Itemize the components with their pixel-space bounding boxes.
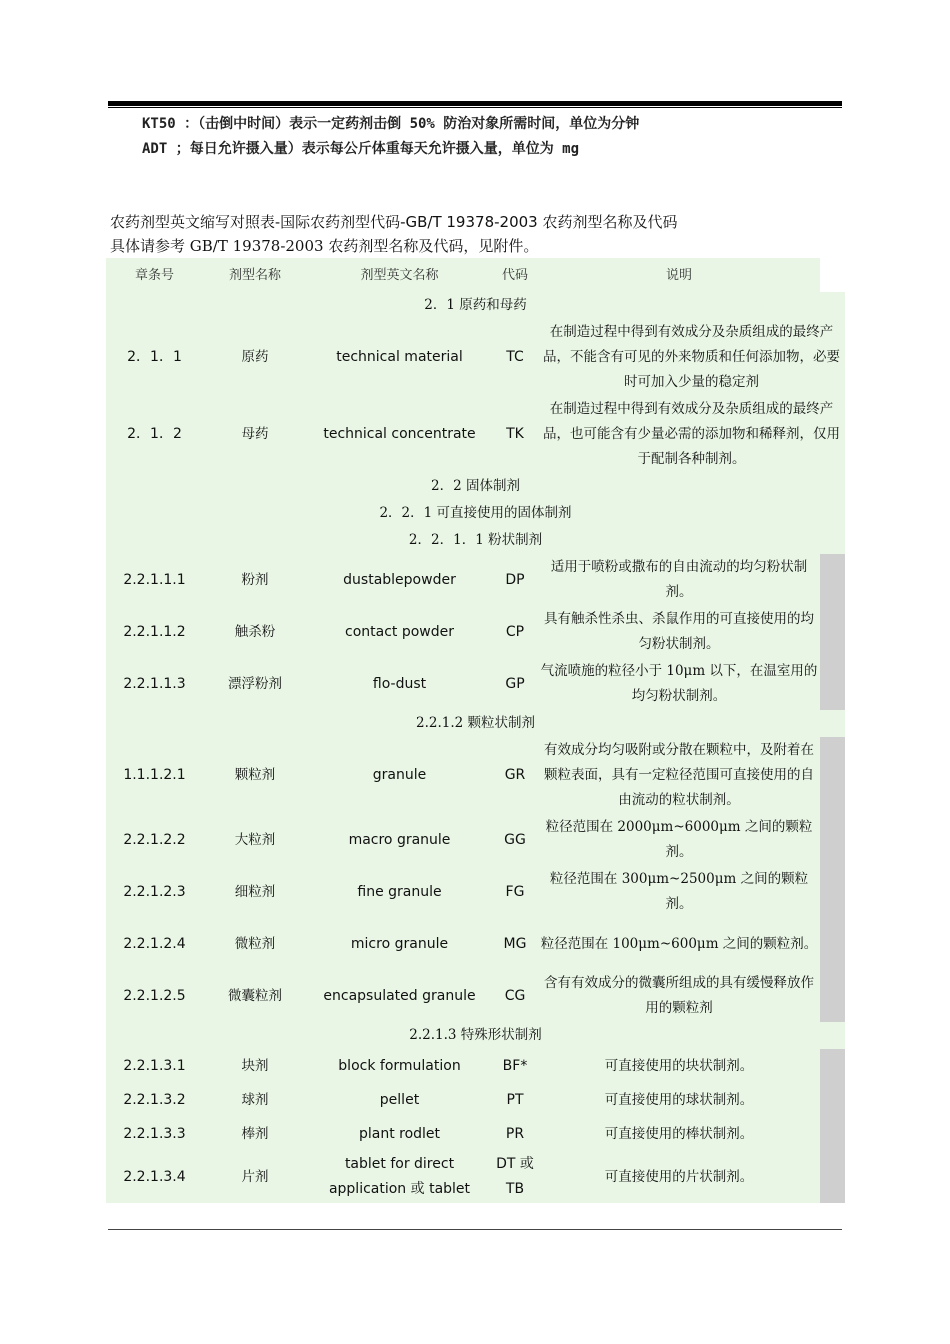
english-name: contact powder [307,606,492,658]
table-gutter [820,1117,845,1151]
header-code: 代码 [492,258,538,292]
formulation-code: CG [492,970,538,1022]
english-name: flo-dust [307,658,492,710]
english-name: granule [307,737,492,814]
table-row [106,396,845,473]
intro-line-2: 具体请参考 GB/T 19378-2003 农药剂型名称及代码，见附件。 [110,237,539,255]
formulation-table [106,258,845,1203]
formulation-code: GR [492,737,538,814]
table-gutter [820,866,845,918]
formulation-code: FG [492,866,538,918]
section-row [106,527,845,554]
english-name: block formulation [307,1049,492,1083]
section-row [106,292,845,319]
table-gutter [820,1151,845,1203]
table-row [106,970,845,1022]
english-name: micro granule [307,918,492,970]
formulation-code: TK [492,396,538,473]
formulation-code: GG [492,814,538,866]
formulation-code: GP [492,658,538,710]
section-heading: 2．2．1．1 粉状制剂 [106,527,845,554]
table-gutter [820,737,845,814]
english-name: dustablepowder [307,554,492,606]
table-row [106,658,845,710]
english-name: macro granule [307,814,492,866]
clause-number: 2.2.1.3.3 [106,1117,203,1151]
table-row [106,606,845,658]
code-line-2: TB [505,1181,525,1197]
formulation-description: 有效成分均匀吸附或分散在颗粒中，及附着在颗粒表面，具有一定粒径范围可直接使用的自由流动的粒状制剂。 [538,737,820,814]
formulation-code: PT [492,1083,538,1117]
english-name: technical concentrate [307,396,492,473]
formulation-name: 颗粒剂 [203,737,307,814]
clause-number: 2.2.1.2.4 [106,918,203,970]
formulation-name: 触杀粉 [203,606,307,658]
table-gutter [820,918,845,970]
table-row [106,814,845,866]
table-row [106,918,845,970]
clause-number: 2.2.1.2.5 [106,970,203,1022]
formulation-name: 球剂 [203,1083,307,1117]
clause-number: 2.2.1.2.2 [106,814,203,866]
formulation-description: 可直接使用的棒状制剂。 [538,1117,820,1151]
formulation-description: 在制造过程中得到有效成分及杂质组成的最终产品，不能含有可见的外来物质和任何添加物，必要时可加入少量的稳定剂 [538,319,845,396]
clause-number: 2.2.1.1.1 [106,554,203,606]
table-row [106,319,845,396]
table-gutter [820,606,845,658]
header-name: 剂型名称 [203,258,307,292]
header-description: 说明 [538,258,820,292]
formulation-name: 大粒剂 [203,814,307,866]
formulation-description: 具有触杀性杀虫、杀鼠作用的可直接使用的均匀粉状制剂。 [538,606,820,658]
formulation-code: BF* [492,1049,538,1083]
code-line-1: DT 或 [496,1156,534,1172]
table-row [106,1083,845,1117]
table-row [106,1151,845,1203]
formulation-description: 气流喷施的粒径小于 10μm 以下，在温室用的均匀粉状制剂。 [538,658,820,710]
table-gutter [820,258,845,292]
table-gutter [820,554,845,606]
formulation-name: 棒剂 [203,1117,307,1151]
formulation-code: CP [492,606,538,658]
clause-number: 2．1．1 [106,319,203,396]
english-name [307,1151,492,1203]
table-row [106,554,845,606]
table-row [106,1049,845,1083]
intro-title-part-3: 农药剂型名称及代码 [537,213,678,231]
formulation-description: 粒径范围在 300μm~2500μm 之间的颗粒剂。 [538,866,820,918]
formulation-description: 可直接使用的片状制剂。 [538,1151,820,1203]
clause-number: 1.1.1.2.1 [106,737,203,814]
formulation-name: 细粒剂 [203,866,307,918]
footer-rule [108,1229,842,1230]
formulation-name: 块剂 [203,1049,307,1083]
formulation-name: 原药 [203,319,307,396]
formulation-name: 母药 [203,396,307,473]
table-gutter [820,970,845,1022]
clause-number: 2.2.1.3.1 [106,1049,203,1083]
formulation-name: 漂浮粉剂 [203,658,307,710]
formulation-description: 含有有效成分的微囊所组成的具有缓慢释放作用的颗粒剂 [538,970,820,1022]
table-gutter [820,658,845,710]
formulation-code [492,1151,538,1203]
clause-number: 2.2.1.3.4 [106,1151,203,1203]
intro-title-part-1: 农药剂型英文缩写对照表-国际农药剂型代码 [110,213,401,231]
note-adt: ADT ；每日允许摄入量）表示每公斤体重每天允许摄入量，单位为 mg [142,141,579,157]
clause-number: 2.2.1.1.3 [106,658,203,710]
section-row [106,500,845,527]
formulation-description: 可直接使用的块状制剂。 [538,1049,820,1083]
clause-number: 2．1．2 [106,396,203,473]
section-heading: 2.2.1.2 颗粒状制剂 [106,710,845,737]
intro-line-1 [110,211,677,232]
english-name-line-2: application 或 tablet [328,1181,471,1197]
formulation-name: 片剂 [203,1151,307,1203]
table-row [106,737,845,814]
clause-number: 2.2.1.3.2 [106,1083,203,1117]
table-row [106,1117,845,1151]
english-name: technical material [307,319,492,396]
english-name: pellet [307,1083,492,1117]
english-name: plant rodlet [307,1117,492,1151]
clause-number: 2.2.1.1.2 [106,606,203,658]
formulation-code: TC [492,319,538,396]
header-rule-thick [108,101,842,106]
header-clause-no: 章条号 [106,258,203,292]
section-heading: 2．1 原药和母药 [106,292,845,319]
section-row [106,1022,845,1049]
table-header-row [106,258,845,292]
english-name-line-1: tablet for direct [344,1156,455,1172]
formulation-code: DP [492,554,538,606]
clause-number: 2.2.1.2.3 [106,866,203,918]
formulation-description: 粒径范围在 2000μm~6000μm 之间的颗粒剂。 [538,814,820,866]
table-gutter [820,1083,845,1117]
formulation-name: 粉剂 [203,554,307,606]
intro-title-code: -GB/T 19378-2003 [400,213,538,231]
section-heading: 2．2．1 可直接使用的固体制剂 [106,500,845,527]
formulation-code: PR [492,1117,538,1151]
table-row [106,866,845,918]
header-english-name: 剂型英文名称 [307,258,492,292]
formulation-description: 粒径范围在 100μm~600μm 之间的颗粒剂。 [538,918,820,970]
table-gutter [820,1049,845,1083]
english-name: encapsulated granule [307,970,492,1022]
formulation-code: MG [492,918,538,970]
table-gutter [820,814,845,866]
formulation-description: 在制造过程中得到有效成分及杂质组成的最终产品，也可能含有少量必需的添加物和稀释剂，仅用于配制各种制剂。 [538,396,845,473]
section-row [106,710,845,737]
formulation-description: 可直接使用的球状制剂。 [538,1083,820,1117]
formulation-description: 适用于喷粉或撒布的自由流动的均匀粉状制剂。 [538,554,820,606]
header-rule-thin [108,107,842,108]
section-heading: 2.2.1.3 特殊形状制剂 [106,1022,845,1049]
note-kt50: KT50 ：（击倒中时间）表示一定药剂击倒 50% 防治对象所需时间，单位为分钟 [142,116,640,132]
english-name: fine granule [307,866,492,918]
formulation-name: 微粒剂 [203,918,307,970]
section-heading: 2．2 固体制剂 [106,473,845,500]
formulation-name: 微囊粒剂 [203,970,307,1022]
section-row [106,473,845,500]
